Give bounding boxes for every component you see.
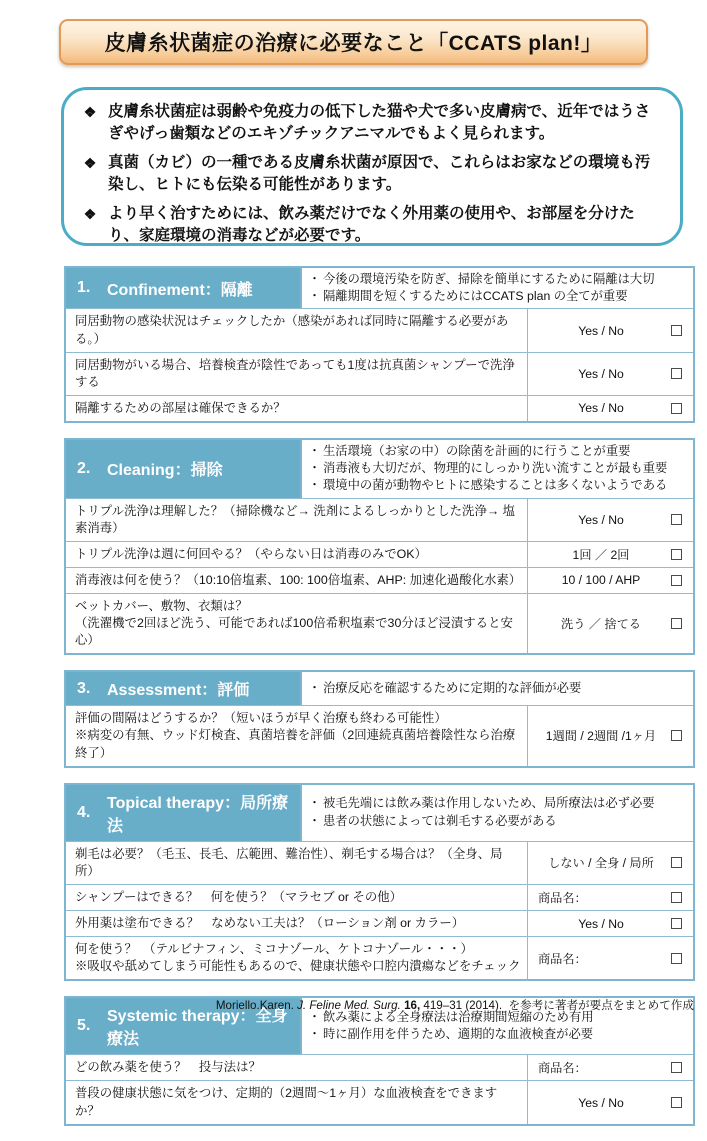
checkbox[interactable] [671, 403, 682, 414]
intro-bullet-item [72, 101, 664, 145]
section-notes [300, 785, 693, 841]
answer-cell [527, 542, 693, 567]
answer-cell [527, 309, 693, 351]
checkbox[interactable] [671, 1097, 682, 1108]
note-text: 環境中の菌が動物やヒトに感染することは多くないようである [323, 478, 668, 493]
question-line: （洗濯機で2回ほど洗う、可能であれば100倍希釈塩素で30分ほど浸漬すると安心） [75, 616, 513, 648]
question-cell [66, 937, 527, 979]
section-header [66, 785, 693, 841]
answer-cell [527, 1055, 693, 1080]
section-number: 4. [77, 803, 91, 821]
checkbox[interactable] [671, 618, 682, 629]
question-cell [66, 1055, 527, 1080]
intro-bullet-text: より早く治すためには、飲み薬だけでなく外用薬の使用や、お部屋を分けたり、家庭環境の消毒などが必要です。 [108, 205, 635, 244]
section-title [66, 268, 300, 308]
answer-cell [527, 1081, 693, 1123]
checkbox[interactable] [671, 549, 682, 560]
question-line: 隔離するための部屋は確保できるか？ [75, 400, 286, 415]
answer-cell [527, 885, 693, 910]
checkbox[interactable] [671, 730, 682, 741]
section-label: Systemic therapy：全身療法 [107, 1008, 288, 1049]
answer-options: Yes / No [578, 512, 624, 527]
section-rows [66, 841, 693, 980]
section-rows [66, 498, 693, 654]
question-cell [66, 309, 527, 351]
citation-rest: 419–31 (2014). を参考に著者が要点をまとめて作成 [420, 999, 694, 1012]
section-number: 5. [77, 1017, 91, 1035]
note-text: 今後の環境汚染を防ぎ、掃除を簡単にするために隔離は大切 [323, 272, 655, 286]
note-item [306, 288, 689, 305]
question-cell [66, 499, 527, 541]
note-item [306, 1026, 689, 1043]
question-cell [66, 885, 527, 910]
note-item [306, 795, 689, 812]
intro-box [61, 87, 683, 246]
answer-cell [527, 937, 693, 979]
section-notes [300, 672, 693, 705]
answer-cell [527, 594, 693, 653]
answer-cell [527, 911, 693, 936]
question-cell [66, 594, 527, 653]
question-line: 同居動物の感染状況はチェックしたか（感染があれば同時に隔離する必要がある。） [75, 314, 509, 346]
checklist-row [66, 593, 693, 653]
section-number: 2. [77, 459, 91, 477]
section-title [66, 672, 300, 705]
section-label: Cleaning：掃除 [107, 462, 223, 480]
dot-bullet-icon: ・ [308, 443, 321, 458]
note-text: 飲み薬による全身療法は治療期間短縮のため有用 [323, 1010, 594, 1025]
question-line: 何を使う？ （テルビナフィン、ミコナゾール、ケトコナゾール・・・） [75, 942, 473, 957]
section-number: 3. [77, 679, 91, 697]
note-item [306, 477, 689, 494]
question-cell [66, 1081, 527, 1123]
checkbox[interactable] [671, 368, 682, 379]
section-header [66, 268, 693, 308]
question-line: 評価の間隔はどうするか？（短いほうが早く治療も終わる可能性） [75, 711, 447, 726]
note-text: 治療反応を確認するために定期的な評価が必要 [323, 681, 582, 696]
checkbox[interactable] [671, 575, 682, 586]
checklist-row [66, 884, 693, 910]
checklist-row [66, 395, 693, 421]
answer-options: Yes / No [578, 916, 624, 931]
answer-options: 1週間 / 2週間 /1ヶ月 [545, 729, 657, 744]
dot-bullet-icon: ・ [308, 289, 321, 304]
section-header [66, 440, 693, 498]
answer-cell [527, 353, 693, 395]
section-title [66, 785, 300, 841]
checklist-row [66, 841, 693, 884]
citation-volume: 16, [404, 999, 421, 1012]
checkbox[interactable] [671, 953, 682, 964]
note-text: 患者の状態によっては剃毛する必要がある [323, 813, 557, 828]
page-title: 皮膚糸状菌症の治療に必要なこと「CCATS plan!」 [59, 19, 648, 65]
checklist-row [66, 1080, 693, 1123]
answer-options: Yes / No [578, 401, 624, 416]
question-line: どの飲み薬を使う？ 投与法は？ [75, 1060, 261, 1075]
answer-cell [527, 842, 693, 884]
answer-options: 商品名： [538, 951, 587, 966]
answer-options: Yes / No [578, 323, 624, 338]
dot-bullet-icon: ・ [308, 478, 321, 493]
answer-options: しない / 全身 / 局所 [548, 856, 654, 871]
checkbox[interactable] [671, 514, 682, 525]
note-item [306, 271, 689, 288]
section-label: Topical therapy：局所療法 [107, 794, 289, 835]
question-cell [66, 542, 527, 567]
answer-options: 商品名： [538, 890, 587, 905]
section-label: Confinement：隔離 [107, 281, 253, 299]
answer-options: Yes / No [578, 366, 624, 381]
note-item [306, 680, 689, 697]
checkbox[interactable] [671, 892, 682, 903]
section-rows [66, 705, 693, 765]
dot-bullet-icon: ・ [308, 681, 321, 696]
answer-options: 1回 ／ 2回 [572, 547, 630, 562]
answer-options: 商品名： [538, 1061, 587, 1076]
checkbox[interactable] [671, 857, 682, 868]
note-text: 被毛先端には飲み薬は作用しないため、局所療法は必ず必要 [323, 796, 655, 811]
section-notes [300, 440, 693, 498]
section-cleaning [64, 438, 695, 655]
answer-cell [527, 706, 693, 765]
answer-cell [527, 568, 693, 593]
checkbox[interactable] [671, 325, 682, 336]
question-cell [66, 396, 527, 421]
checklist-row [66, 541, 693, 567]
question-cell [66, 706, 527, 765]
dot-bullet-icon: ・ [308, 1010, 321, 1025]
section-label: Assessment：評価 [107, 682, 250, 700]
checkbox[interactable] [671, 1062, 682, 1073]
question-cell [66, 568, 527, 593]
checklist-row [66, 308, 693, 351]
intro-list [72, 101, 664, 247]
dot-bullet-icon: ・ [308, 1027, 321, 1042]
section-rows [66, 1054, 693, 1123]
answer-options: 洗う ／ 捨てる [561, 617, 641, 632]
intro-bullet-item [72, 203, 664, 247]
note-item [306, 443, 689, 460]
dot-bullet-icon: ・ [308, 813, 321, 828]
checklist-row [66, 567, 693, 593]
question-line: 消毒液は何を使う？（10:10倍塩素、100: 100倍塩素、AHP: 加速化過酸化水素） [75, 572, 522, 587]
intro-bullet-item [72, 152, 664, 196]
citation-journal: J. Feline Med. Surg. [297, 999, 405, 1012]
diamond-bullet-icon: ❖ [83, 104, 97, 120]
question-line: 外用薬は塗布できる？ なめない工夫は？（ローション剤 or カラー） [75, 915, 465, 930]
section-confinement [64, 266, 695, 423]
note-text: 隔離期間を短くするためにはCCATS plan の全てが重要 [323, 289, 628, 304]
section-assessment [64, 670, 695, 767]
dot-bullet-icon: ・ [308, 272, 321, 286]
question-line: ※吸収や舐めてしまう可能性もあるので、健康状態や口腔内潰瘍などをチェック [75, 959, 521, 974]
note-item [306, 813, 689, 830]
checklist-row [66, 705, 693, 765]
question-line: 剃毛は必要？（毛玉、長毛、広範囲、難治性）、剃毛する場合は？（全身、局所） [75, 846, 503, 878]
intro-bullet-text: 皮膚糸状菌症は弱齢や免疫力の低下した猫や犬で多い皮膚病で、近年ではうさぎやげっ歯類などのエキゾチックアニマルでもよく見られます。 [108, 103, 651, 142]
section-topical-therapy [64, 783, 695, 982]
diamond-bullet-icon: ❖ [83, 206, 97, 222]
checklist-row [66, 936, 693, 979]
checklist-row [66, 352, 693, 395]
dot-bullet-icon: ・ [308, 796, 321, 811]
section-systemic-therapy [64, 996, 695, 1125]
answer-cell [527, 396, 693, 421]
question-cell [66, 911, 527, 936]
note-text: 時に副作用を伴うため、適期的な血液検査が必要 [323, 1027, 594, 1042]
section-header [66, 672, 693, 705]
section-number: 1. [77, 279, 91, 297]
section-title [66, 440, 300, 498]
question-cell [66, 353, 527, 395]
citation [216, 997, 694, 1013]
note-item [306, 460, 689, 477]
intro-bullet-text: 真菌（カビ）の一種である皮膚糸状菌が原因で、これらはお家などの環境も汚染し、ヒトにも伝染る可能性があります。 [108, 154, 651, 193]
question-line: ベットカバー、敷物、衣類は？ [75, 599, 248, 613]
question-line: ※病変の有無、ウッド灯検査、真菌培養を評価（2回連続真菌培養陰性なら治療終了） [75, 728, 516, 760]
question-line: 同居動物がいる場合、培養検査が陰性であっても1度は抗真菌シャンプーで洗浄する [75, 357, 515, 389]
diamond-bullet-icon: ❖ [83, 155, 97, 171]
checklist-row [66, 910, 693, 936]
checklist-row [66, 498, 693, 541]
answer-cell [527, 499, 693, 541]
checklist-row [66, 1054, 693, 1080]
section-notes [300, 268, 693, 308]
question-line: 普段の健康状態に気をつけ、定期的（2週間～1ヶ月）な血液検査をできますか？ [75, 1086, 498, 1118]
answer-options: Yes / No [578, 1095, 624, 1110]
question-cell [66, 842, 527, 884]
checkbox[interactable] [671, 918, 682, 929]
citation-author: Moriello.Karen. [215, 999, 298, 1012]
answer-options: 10 / 100 / AHP [561, 573, 641, 588]
question-line: シャンプーはできる？ 何を使う？（マラセブ or その他） [75, 889, 403, 904]
question-line: トリプル洗浄は理解した？（掃除機など→ 洗剤によるしっかりとした洗浄→ 塩素消毒） [75, 503, 516, 535]
note-text: 生活環境（お家の中）の除菌を計画的に行うことが重要 [323, 443, 631, 458]
question-line: トリプル洗浄は週に何回やる？（やらない日は消毒のみでOK） [75, 546, 427, 561]
section-rows [66, 308, 693, 421]
note-text: 消毒液も大切だが、物理的にしっかり洗い流すことが最も重要 [323, 461, 668, 476]
dot-bullet-icon: ・ [308, 461, 321, 476]
